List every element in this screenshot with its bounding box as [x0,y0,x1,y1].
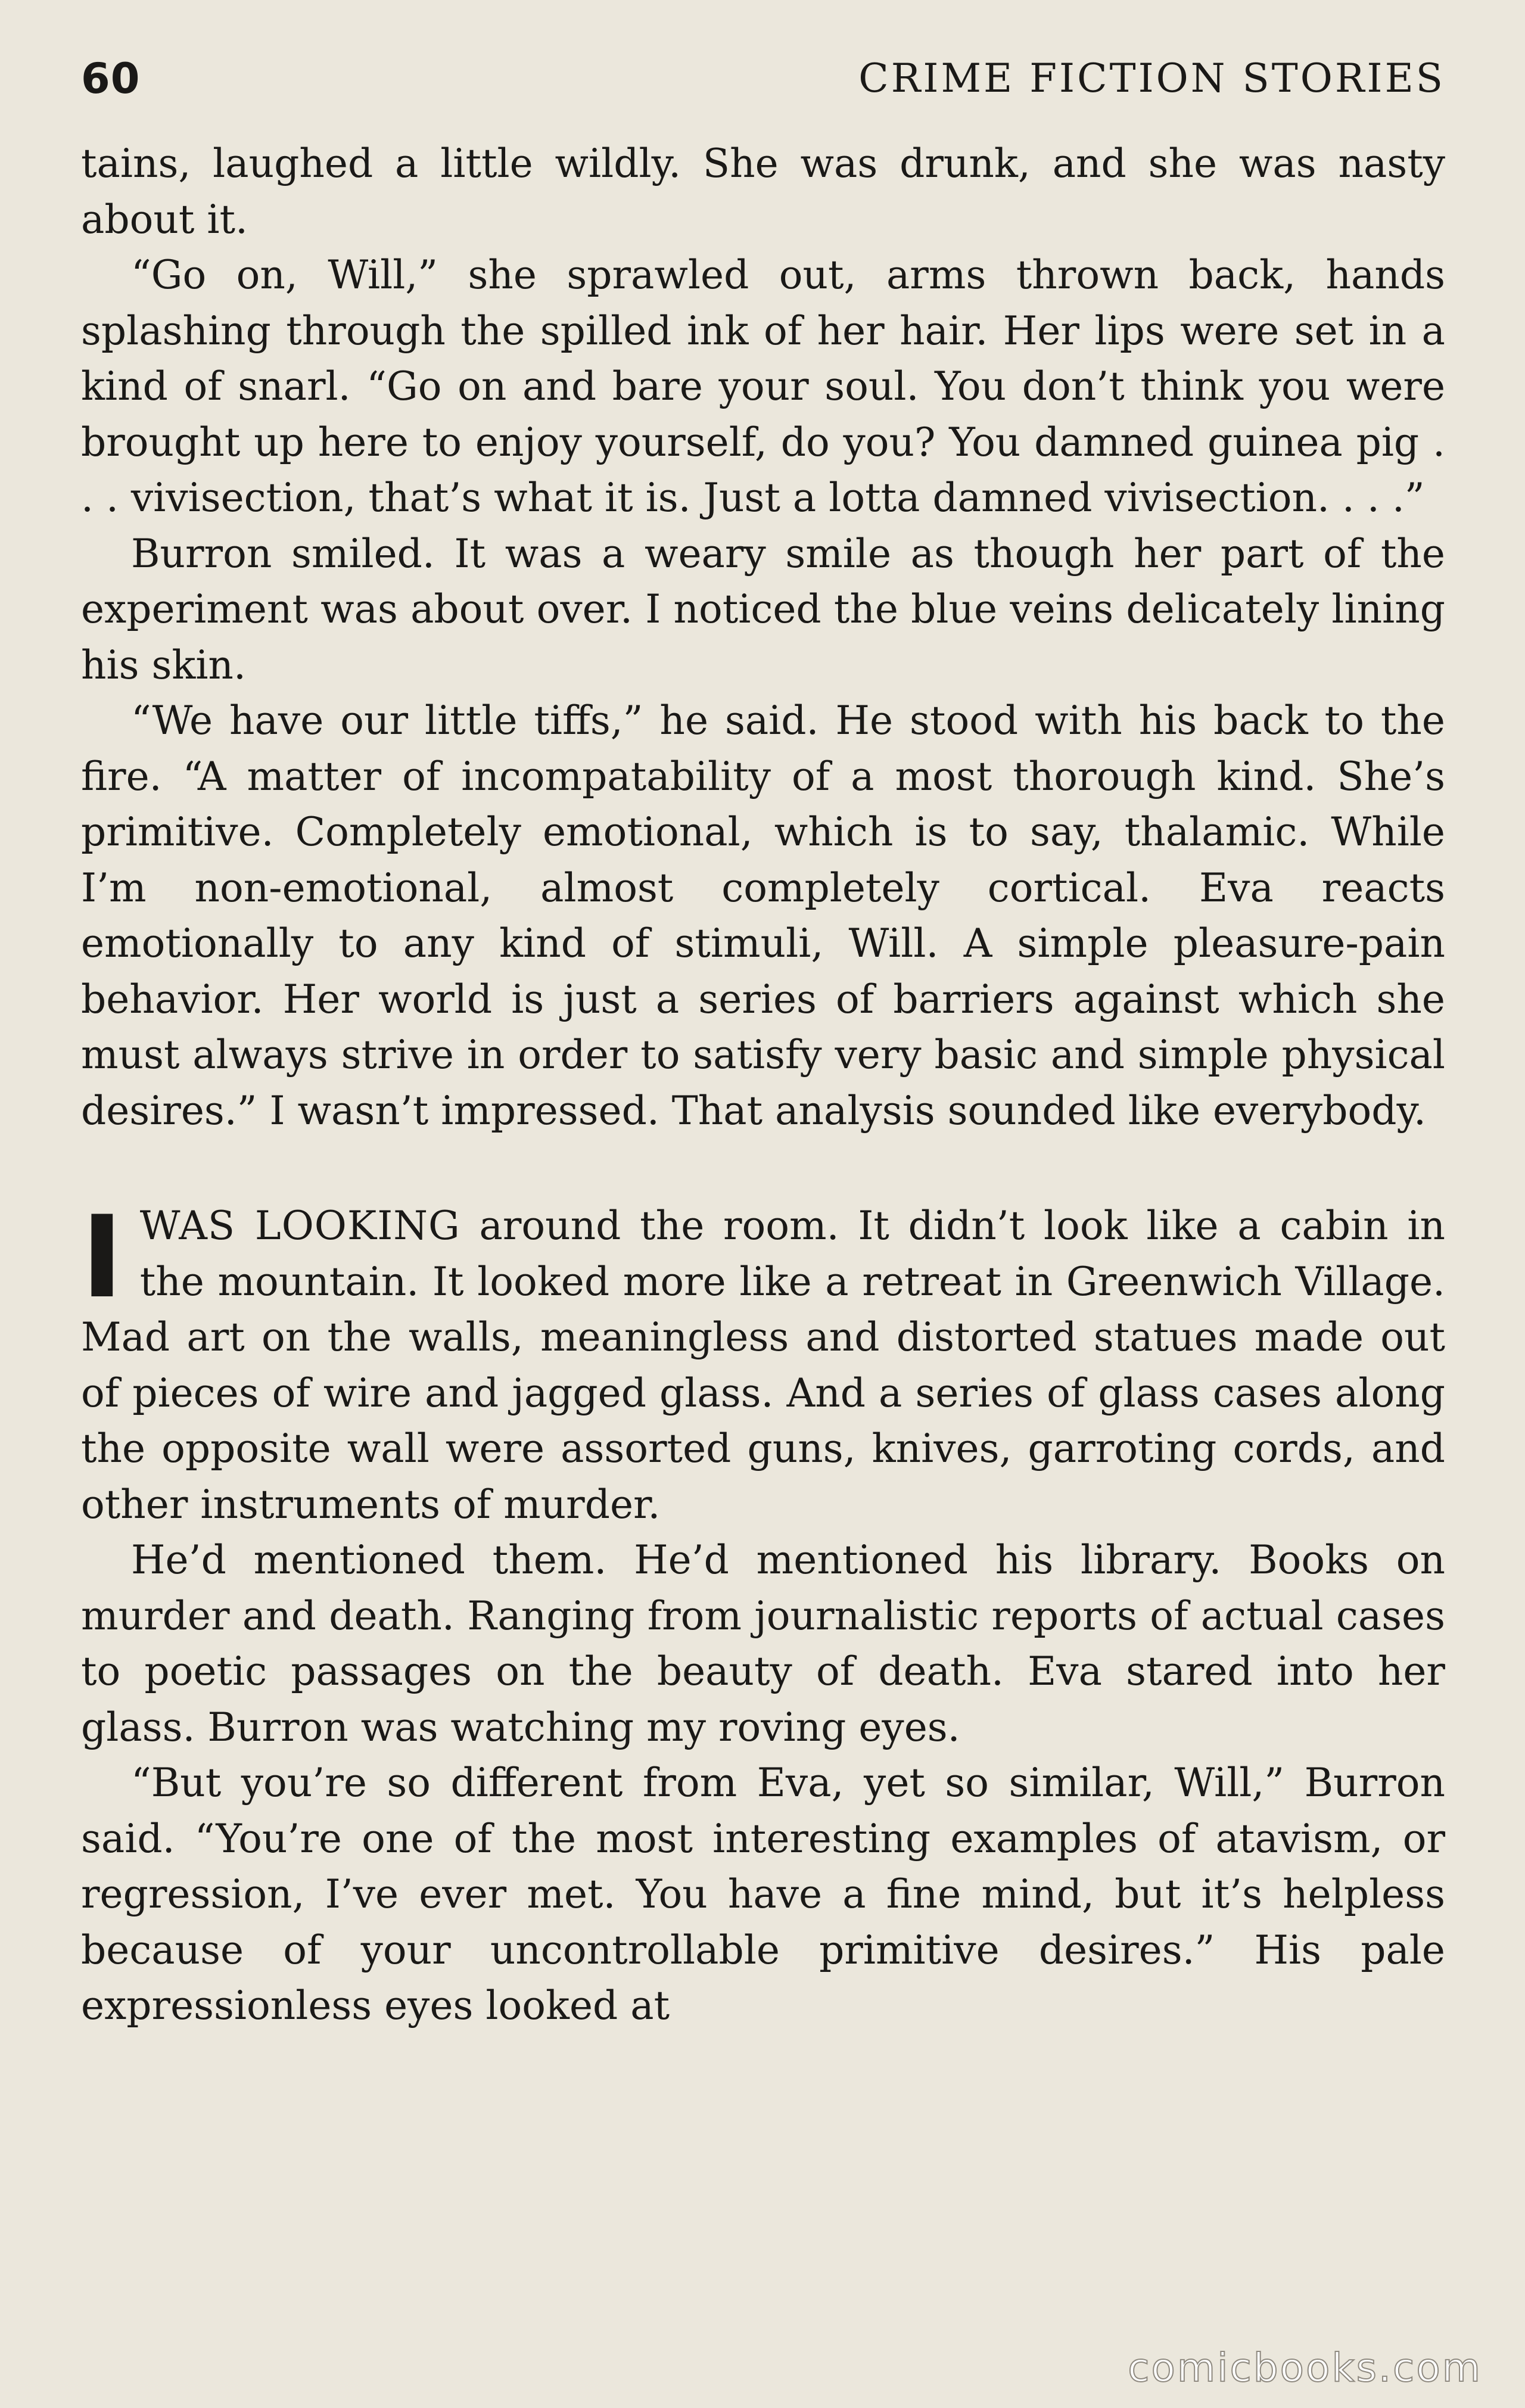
paragraph: “We have our little tiffs,” he said. He stood with his back to the fire. “A matter of incompatability of a most thorough kind. She’s primitive. Completely emotional, which is to say, thalamic. While I’m non-emotional, almost completely cortical. Eva reacts emotionally to any kind of stimuli, Will. A simple pleasure-pain behavior. Her world is just a series of barriers against which she must always strive in order to satisfy very basic and simple physical desires.” I wasn’t impressed. That analysis sounded like everybody. [81,698,1445,1134]
paragraph: tains, laughed a little wildly. She was drunk, and she was nasty about it. [81,141,1445,242]
section-break [81,1138,1445,1198]
drop-cap: I [81,1191,123,1323]
page-header [81,49,1445,108]
source-watermark: comicbooks.com [1128,2345,1482,2391]
section-opening-paragraph [81,1191,1445,1532]
page-number: 60 [81,54,141,103]
lead-in-caps: WAS LOOKING [139,1203,460,1249]
running-head: CRIME FICTION STORIES [858,55,1445,101]
paragraph-text: around the room. It didn’t look like a cabin in the mountain. It looked more like a retreat in Greenwich Village. Mad art on the walls, meaningless and distorted statues made out of pieces of wire and jagged glass. And a series of glass cases along the opposite wall were assorted guns, knives, garroting cords, and other instruments of murder. [81,1203,1445,1527]
paragraph: “But you’re so different from Eva, yet so similar, Will,” Burron said. “You’re one of the most interesting examples of atavism, or regression, I’ve ever met. You have a fine mind, but it’s helpless because of your uncontrollable primitive desires.” His pale expressionless eyes looked at [81,1760,1445,2029]
paragraph: He’d mentioned them. He’d mentioned his library. Books on murder and death. Ranging from journalistic reports of actual cases to poetic passages on the beauty of death. Eva stared into her glass. Burron was watching my roving eyes. [81,1537,1445,1750]
paragraph: “Go on, Will,” she sprawled out, arms thrown back, hands splashing through the spilled ink of her hair. Her lips were set in a kind of snarl. “Go on and bare your soul. You don’t think you were brought up here to enjoy yourself, do you? You damned guinea pig . . . vivisection, that’s what it is. Just a lotta damned vivisection. . . .” [81,252,1445,521]
story-body [81,136,1445,2034]
paragraph: Burron smiled. It was a weary smile as though her part of the experiment was about over. I noticed the blue veins delicately lining his skin. [81,530,1445,688]
